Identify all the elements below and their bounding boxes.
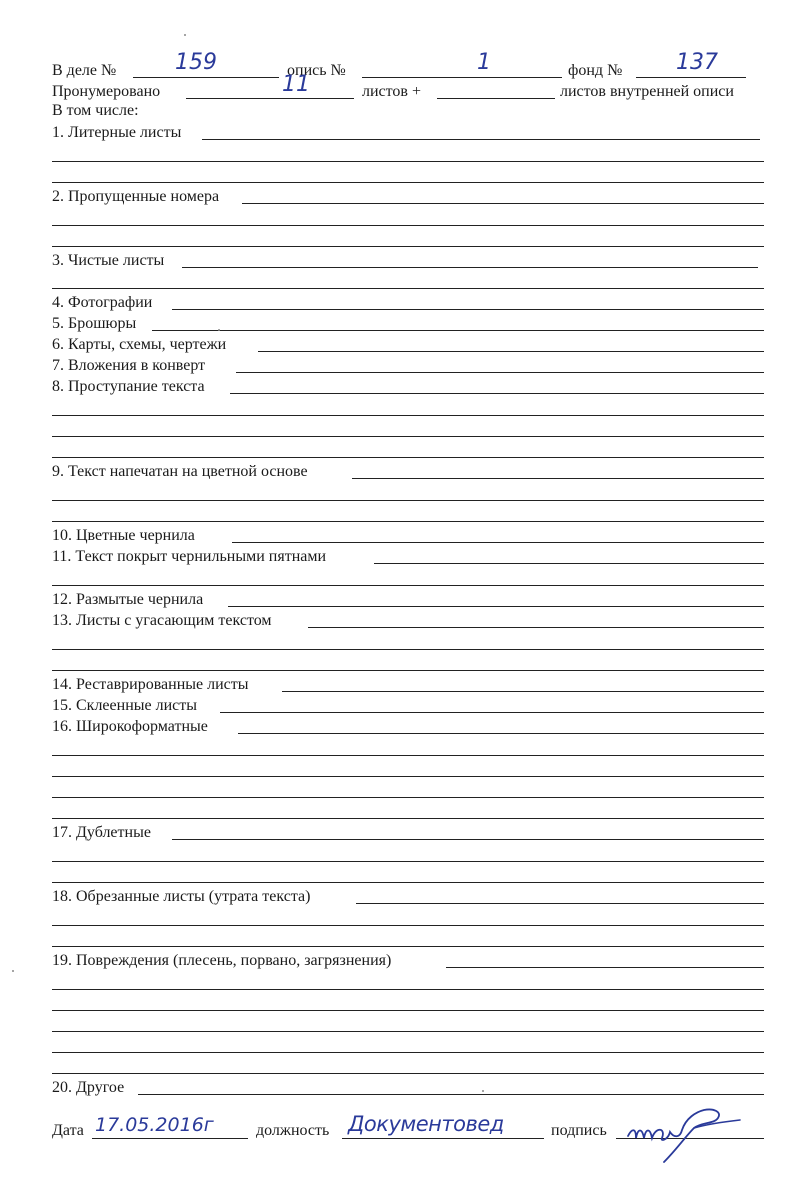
item-row-12	[52, 589, 764, 611]
item-row-9	[52, 461, 764, 483]
blank-line	[52, 1031, 764, 1032]
item-line	[172, 839, 764, 840]
fond-label-wrap	[568, 60, 648, 82]
item-row-10	[52, 525, 764, 547]
item-label: 8. Проступание текста	[52, 376, 207, 398]
item-row-8	[52, 376, 764, 398]
header-line-3	[52, 100, 764, 122]
blank-line	[52, 225, 764, 226]
item-row-19	[52, 950, 764, 972]
item-label: 13. Листы с угасающим текстом	[52, 610, 274, 632]
scan-speck	[482, 1090, 484, 1092]
listov-label: листов +	[362, 81, 423, 103]
item-line	[258, 351, 764, 352]
item-row-18	[52, 886, 764, 908]
blank-line	[52, 182, 764, 183]
blank-line	[52, 288, 764, 289]
item-line	[220, 712, 764, 713]
item-label: 19. Повреждения (плесень, порвано, загрязнения)	[52, 950, 393, 972]
item-line	[242, 203, 764, 204]
item-line	[172, 309, 764, 310]
item-line	[230, 393, 764, 394]
item-row-5	[52, 313, 764, 335]
item-line	[182, 267, 758, 268]
item-line	[232, 542, 764, 543]
blank-line	[52, 1073, 764, 1074]
item-row-11	[52, 546, 764, 568]
item-label: 9. Текст напечатан на цветной основе	[52, 461, 310, 483]
blank-line	[52, 818, 764, 819]
item-label: 20. Другое	[52, 1077, 126, 1099]
position-label: должность	[256, 1120, 331, 1142]
item-row-2	[52, 186, 764, 208]
fond-label: фонд №	[568, 60, 624, 82]
blank-line	[52, 670, 764, 671]
blank-line	[52, 861, 764, 862]
vnutr-label: листов внутренней описи	[560, 81, 736, 103]
opis-label: опись №	[287, 60, 348, 82]
item-row-3	[52, 250, 764, 272]
blank-line	[52, 161, 764, 162]
item-row-16	[52, 716, 764, 738]
item-label: 6. Карты, схемы, чертежи	[52, 334, 228, 356]
item-row-20	[52, 1077, 764, 1099]
item-label: 15. Склеенные листы	[52, 695, 199, 717]
item-line	[374, 563, 764, 564]
fond-field-line	[636, 77, 746, 78]
pronum-field-line	[186, 98, 354, 99]
handwritten-signature	[622, 1098, 752, 1170]
item-row-4	[52, 292, 764, 314]
position-value: Документовед	[348, 1112, 504, 1136]
scan-speck	[184, 34, 186, 36]
item-line	[352, 478, 764, 479]
position-field-line	[342, 1138, 544, 1139]
item-label: 11. Текст покрыт чернильными пятнами	[52, 546, 328, 568]
blank-line	[52, 649, 764, 650]
blank-line	[52, 521, 764, 522]
item-line	[238, 733, 764, 734]
item-label: 7. Вложения в конверт	[52, 355, 207, 377]
item-label: 5. Брошюры	[52, 313, 138, 335]
item-line	[308, 627, 764, 628]
item-row-15	[52, 695, 764, 717]
scan-speck	[12, 970, 14, 972]
item-row-13	[52, 610, 764, 632]
delo-label: В деле №	[52, 60, 118, 82]
position-label-wrap	[256, 1120, 356, 1142]
item-line	[152, 330, 764, 331]
item-label: 17. Дублетные	[52, 822, 153, 844]
item-label: 3. Чистые листы	[52, 250, 166, 272]
item-line	[236, 372, 764, 373]
item-line	[138, 1094, 764, 1095]
blank-line	[52, 246, 764, 247]
blank-line	[52, 755, 764, 756]
opis-field-line	[362, 77, 562, 78]
blank-line	[52, 436, 764, 437]
date-field-line	[92, 1138, 248, 1139]
blank-line	[52, 457, 764, 458]
delo-value: 159	[175, 50, 217, 75]
blank-line	[52, 925, 764, 926]
vtom-label: В том числе:	[52, 100, 141, 122]
item-label: 1. Литерные листы	[52, 122, 183, 144]
blank-line	[52, 882, 764, 883]
pronum-value: 11	[282, 72, 310, 97]
item-label: 16. Широкоформатные	[52, 716, 210, 738]
scan-speck	[218, 329, 220, 331]
blank-line	[52, 585, 764, 586]
blank-line	[52, 1052, 764, 1053]
item-label: 18. Обрезанные листы (утрата текста)	[52, 886, 312, 908]
item-label: 12. Размытые чернила	[52, 589, 205, 611]
fond-value: 137	[676, 50, 718, 75]
date-value: 17.05.2016г	[95, 1114, 214, 1136]
item-line	[356, 903, 764, 904]
blank-line	[52, 776, 764, 777]
item-label: 4. Фотографии	[52, 292, 154, 314]
item-line	[446, 967, 764, 968]
header-line-1	[52, 60, 764, 82]
blank-line	[52, 989, 764, 990]
blank-line	[52, 415, 764, 416]
blank-line	[52, 1010, 764, 1011]
item-row-6	[52, 334, 764, 356]
item-row-17	[52, 822, 764, 844]
listov-field-line	[437, 98, 555, 99]
item-label: 10. Цветные чернила	[52, 525, 197, 547]
blank-line	[52, 500, 764, 501]
date-label: Дата	[52, 1120, 86, 1142]
item-line	[202, 139, 760, 140]
item-line	[282, 691, 764, 692]
blank-line	[52, 797, 764, 798]
item-line	[228, 606, 764, 607]
opis-value: 1	[477, 50, 491, 75]
delo-field-line	[133, 77, 279, 78]
pronum-label: Пронумеровано	[52, 81, 162, 103]
item-label: 14. Реставрированные листы	[52, 674, 251, 696]
item-row-14	[52, 674, 764, 696]
item-row-1	[52, 122, 764, 144]
blank-line	[52, 946, 764, 947]
item-label: 2. Пропущенные номера	[52, 186, 221, 208]
item-row-7	[52, 355, 764, 377]
signature-label: подпись	[551, 1120, 609, 1142]
